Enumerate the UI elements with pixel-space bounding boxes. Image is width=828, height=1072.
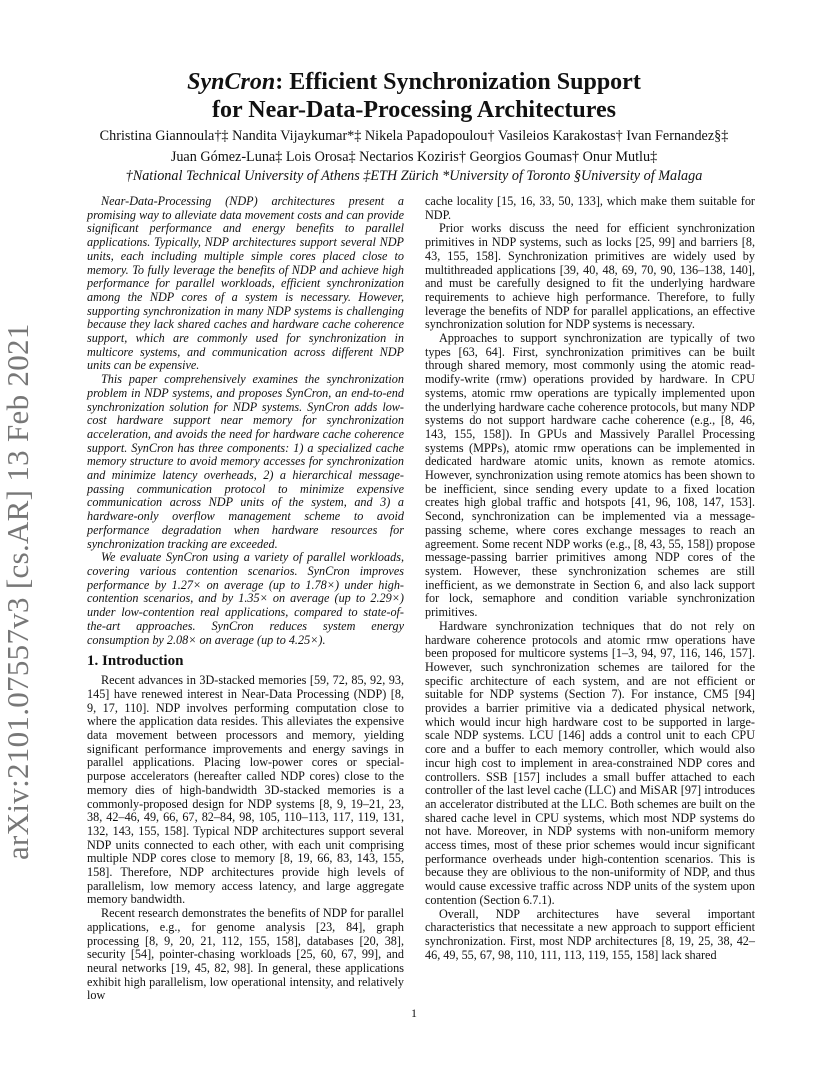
affiliations: †National Technical University of Athens ‡ETH Zürich *University of Toronto §University of Malaga <box>125 168 703 184</box>
abstract-paragraph-1: Near-Data-Processing (NDP) architectures present a promising way to alleviate data movement costs and can provide significant performance and energy benefits to parallel applications. Typically, NDP architectures support several NDP units, each including multiple simple cores placed close to memory. To fully leverage the benefits of NDP and achieve high performance for parallel workloads, efficient synchronization among the NDP cores of a system is necessary. However, supporting synchronization in many NDP systems is challenging because they lack shared caches and hardware cache coherence support, which are commonly used for synchronization in multicore systems, and communication across different NDP units can be expensive. <box>87 194 404 373</box>
right-paragraph-1: Prior works discuss the need for efficient synchronization primitives in NDP systems, such as locks [25, 99] and barriers [8, 43, 155, 158]. Synchronization primitives are widely used by multithreaded applications [39, 40, 48, 69, 70, 90, 136–138, 140], and must be carefully designed to fit the underlying hardware requirements to achieve high performance. Therefore, to fully leverage the benefits of NDP for parallel applications, an effective synchronization solution for NDP systems is necessary. <box>425 221 755 332</box>
right-paragraph-2: Approaches to support synchronization are typically of two types [63, 64]. First, synchronization primitives can be built through shared memory, most commonly using the atomic read-modify-write (rmw) operations provided by hardware. In CPU systems, atomic rmw operations are typically implemented upon the underlying hardware cache coherence protocols, but many NDP systems do not support hardware cache coherence (e.g., [8, 46, 143, 155, 158]). In GPUs and Massively Parallel Processing systems (MPPs), atomic rmw operations can be implemented in dedicated hardware atomic units, known as remote atomics. However, synchronization using remote atomics has been shown to be inefficient, since sending every update to a fixed location creates high global traffic and hotspots [41, 96, 108, 147, 153]. Second, synchronization can be implemented via a message-passing scheme, where cores exchange messages to reach an agreement. Some recent NDP works (e.g., [8, 43, 55, 158]) propose message-passing barrier primitives among NDP cores of the system. However, these synchronization schemes are still inefficient, as we demonstrate in Section 6, and also lack support for lock, semaphore and condition variable synchronization primitives. <box>425 331 755 620</box>
paper-title <box>0 68 828 124</box>
authors-line1: Christina Giannoula†‡ Nandita Vijaykumar*‡ Nikela Papadopoulou† Vasileios Karakostas† Ivan Fernandez§‡ <box>99 128 729 144</box>
authors-line2: Juan Gómez-Luna‡ Lois Orosa‡ Nectarios Koziris† Georgios Goumas† Onur Mutlu‡ <box>170 149 658 165</box>
abstract-paragraph-2: This paper comprehensively examines the synchronization problem in NDP systems, and proposes SynCron, an end-to-end synchronization solution for NDP systems. SynCron adds low-cost hardware support near memory for synchronization acceleration, and avoids the need for hardware cache coherence support. SynCron has three components: 1) a specialized cache memory structure to avoid memory accesses for synchronization and minimize latency overheads, 2) a hierarchical message-passing communication protocol to minimize expensive communication across NDP units of the system, and 3) a hardware-only overflow management scheme to avoid performance degradation when hardware resources for synchronization tracking are exceeded. <box>87 372 404 551</box>
title-line1-rest: : Efficient Synchronization Support <box>275 69 641 95</box>
author-list <box>40 126 788 168</box>
right-paragraph-3: Hardware synchronization techniques that do not rely on hardware coherence protocols and atomic rmw operations have been proposed for multicore systems [1–3, 94, 97, 116, 146, 157]. However, such synchronization schemes are tailored for the specific architecture of each system, and are not efficient or suitable for NDP systems (Section 7). For instance, CM5 [94] provides a barrier primitive via a dedicated physical network, which would incur high hardware cost to be supported in large-scale NDP systems. LCU [146] adds a control unit to each CPU core and a buffer to each memory controller, which would also incur high cost to implement in area-constrained NDP cores and controllers. SSB [157] includes a small buffer attached to each controller of the last level cache (LLC) and MiSAR [97] introduces an accelerator distributed at the LLC. Both schemes are built on the shared cache level in CPU systems, which most NDP systems do not have. Moreover, in NDP systems with non-uniform memory access times, most of these prior schemes would incur significant performance overheads under high-contention scenarios. This is because they are oblivious to the non-uniformity of NDP, and thus would cause excessive traffic across NDP units of the system upon contention (Section 6.7.1). <box>425 618 755 907</box>
intro-paragraph-1: Recent advances in 3D-stacked memories [59, 72, 85, 92, 93, 145] have renewed interest in Near-Data Processing (NDP) [8, 9, 17, 110]. NDP involves performing computation close to where the application data resides. This alleviates the expensive data movement between processors and memory, yielding significant performance improvements and energy savings in parallel applications. Placing low-power cores or special-purpose accelerators (hereafter called NDP cores) close to the memory dies of high-bandwidth 3D-stacked memories is a commonly-proposed design for NDP systems [8, 9, 19–21, 23, 38, 42–46, 49, 66, 67, 82–84, 98, 105, 110–113, 117, 119, 131, 132, 143, 155, 158]. Typical NDP architectures support several NDP units connected to each other, with each unit comprising multiple NDP cores close to memory [8, 19, 66, 83, 143, 155, 158]. Therefore, NDP architectures provide high levels of parallelism, low memory access latency, and large aggregate memory bandwidth. <box>87 673 404 907</box>
right-column <box>425 195 755 962</box>
arxiv-side-label: arXiv:2101.07557v3 [cs.AR] 13 Feb 2021 <box>0 323 35 860</box>
left-column <box>87 195 404 1003</box>
abstract-paragraph-3: We evaluate SynCron using a variety of parallel workloads, covering various contention scenarios. SynCron improves performance by 1.27× on average (up to 1.78×) under high-contention scenarios, and by 1.35× on average (up to 2.29×) under low-contention real applications, compared to state-of-the-art approaches. SynCron reduces system energy consumption by 2.08× on average (up to 4.25×). <box>87 550 404 647</box>
intro-paragraph-2: Recent research demonstrates the benefits of NDP for parallel applications, e.g., for genome analysis [23, 84], graph processing [8, 9, 20, 21, 112, 155, 158], databases [20, 38], security [54], pointer-chasing workloads [25, 60, 67, 99], and neural networks [19, 45, 82, 98]. In general, these applications exhibit high parallelism, low operational intensity, and relatively low <box>87 906 404 1003</box>
right-paragraph-0: cache locality [15, 16, 33, 50, 133], which make them suitable for NDP. <box>425 194 755 222</box>
title-line2: for Near-Data-Processing Architectures <box>212 97 616 123</box>
title-syncron: SynCron <box>187 69 276 95</box>
page-number: 1 <box>411 1006 417 1020</box>
right-paragraph-4: Overall, NDP architectures have several important characteristics that necessitate a new approach to support efficient synchronization. First, most NDP architectures [8, 19, 25, 38, 42–46, 49, 55, 67, 98, 110, 111, 113, 119, 155, 158] lack shared <box>425 906 755 962</box>
section-heading-introduction: 1. Introduction <box>87 653 184 670</box>
